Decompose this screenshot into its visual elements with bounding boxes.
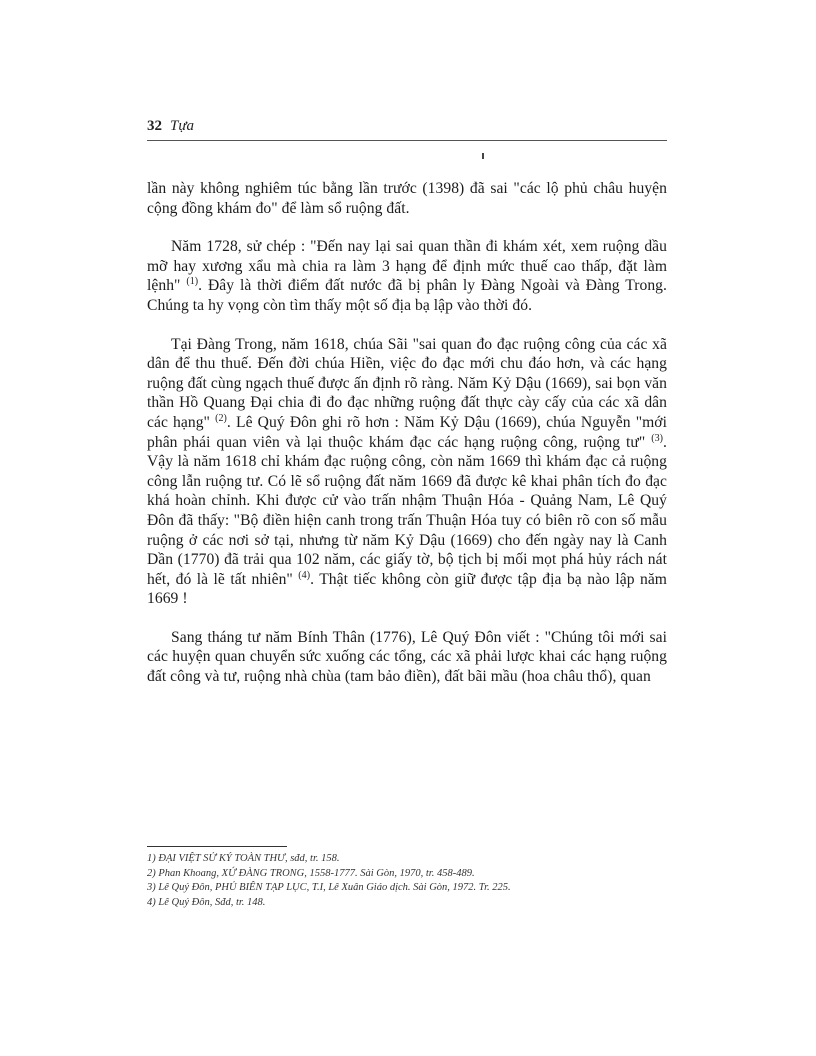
paragraph-3 <box>147 335 667 609</box>
paragraph-2-text-a: Năm 1728, sử chép : "Đến nay lại sai quan thần đi khám xét, xem ruộng dầu mỡ hay xương xẩu mà chia ra làm 3 hạng để định mức thuế cao thấp, đặt làm lệnh" <box>147 238 667 295</box>
footnote-ref-2: (2) <box>215 412 227 424</box>
footnote-divider <box>147 846 287 847</box>
footnote-2: 2) Phan Khoang, XỨ ĐÀNG TRONG, 1558-1777. Sài Gòn, 1970, tr. 458-489. <box>147 867 475 879</box>
footnote-ref-1: (1) <box>186 276 199 288</box>
footnote-1: 1) ĐẠI VIỆT SỬ KÝ TOÀN THƯ, sđd, tr. 158. <box>147 853 340 864</box>
section-title: Tựa <box>170 118 195 134</box>
book-page <box>147 118 667 706</box>
paragraph-2 <box>147 237 667 315</box>
footnote-ref-4: (4) <box>298 569 311 581</box>
paragraph-4: Sang tháng tư năm Bính Thân (1776), Lê Quý Đôn viết : "Chúng tôi mới sai các huyện quan chuyển sức xuống các tổng, các xã phải lược khai các hạng ruộng đất công và tư, ruộng nhà chùa (tam bảo điền), đất bãi mầu (hoa châu thổ), quan <box>147 628 667 686</box>
paragraph-3-text-d: . Thật tiếc không còn giữ được tập địa bạ nào lập năm 1669 ! <box>147 570 667 608</box>
footnotes <box>147 852 667 910</box>
paragraph-2-text-b: . Đây là thời điểm đất nước đã bị phân ly Đàng Ngoài và Đàng Trong. Chúng ta hy vọng còn tìm thấy một số địa bạ lập vào thời đó. <box>147 277 667 314</box>
body-text <box>147 179 667 687</box>
paragraph-1: lần này không nghiêm túc bằng lần trước (1398) đã sai "các lộ phủ châu huyện cộng đồng khám đo" để làm sổ ruộng đất. <box>147 180 667 217</box>
running-header <box>147 118 667 141</box>
footnote-3: 3) Lê Quý Đôn, PHỦ BIÊN TẠP LỤC, T.I, Lê Xuân Giáo dịch. Sài Gòn, 1972. Tr. 225. <box>147 882 511 893</box>
page-number: 32 <box>147 118 162 134</box>
footnote-ref-3: (3) <box>651 432 664 444</box>
paragraph-3-text-a: Tại Đàng Trong, năm 1618, chúa Sãi "sai quan đo đạc ruộng công của các xã dân để thu thuế. Đến đời chúa Hiền, việc đo đạc mới chu đáo hơn, và các hạng ruộng đất cùng ngạch thuế được ấn định rõ ràng. Năm Kỷ Dậu (1669), sai bọn văn thần Hồ Quang Đại chia đi đo đạc những ruộng đất thực cày cấy của các xã dân các hạng" <box>147 335 667 431</box>
footnote-4: 4) Lê Quý Đôn, Sđd, tr. 148. <box>147 896 266 908</box>
paragraph-3-text-c: . Vậy là năm 1618 chỉ khám đạc ruộng công, còn năm 1669 thì khám đạc cả ruộng công lẫn ruộng tư. Có lẽ sổ ruộng đất năm 1669 đã được kê khai phân tích đo đạc khá hoàn chỉnh. Khi được cử vào trấn nhậm Thuận Hóa - Quảng Nam, Lê Quý Đôn đã thấy: "Bộ điền hiện canh trong trấn Thuận Hóa tuy có biên rõ con số mẫu ruộng ở các nơi sở tại, nhưng từ năm Kỷ Dậu (1669) cho đến ngày nay là Canh Dần (1770) đã trải qua 102 năm, các giấy tờ, bộ tịch bị mối mọt phá hủy rách nát hết, đó là lẽ tất nhiên" <box>147 433 667 588</box>
paragraph-3-text-b: . Lê Quý Đôn ghi rõ hơn : Năm Kỷ Dậu (1669), chúa Nguyễn "mới phân phái quan viên và lại thuộc khám đạc các hạng ruộng công, ruộng tư" <box>147 413 667 451</box>
